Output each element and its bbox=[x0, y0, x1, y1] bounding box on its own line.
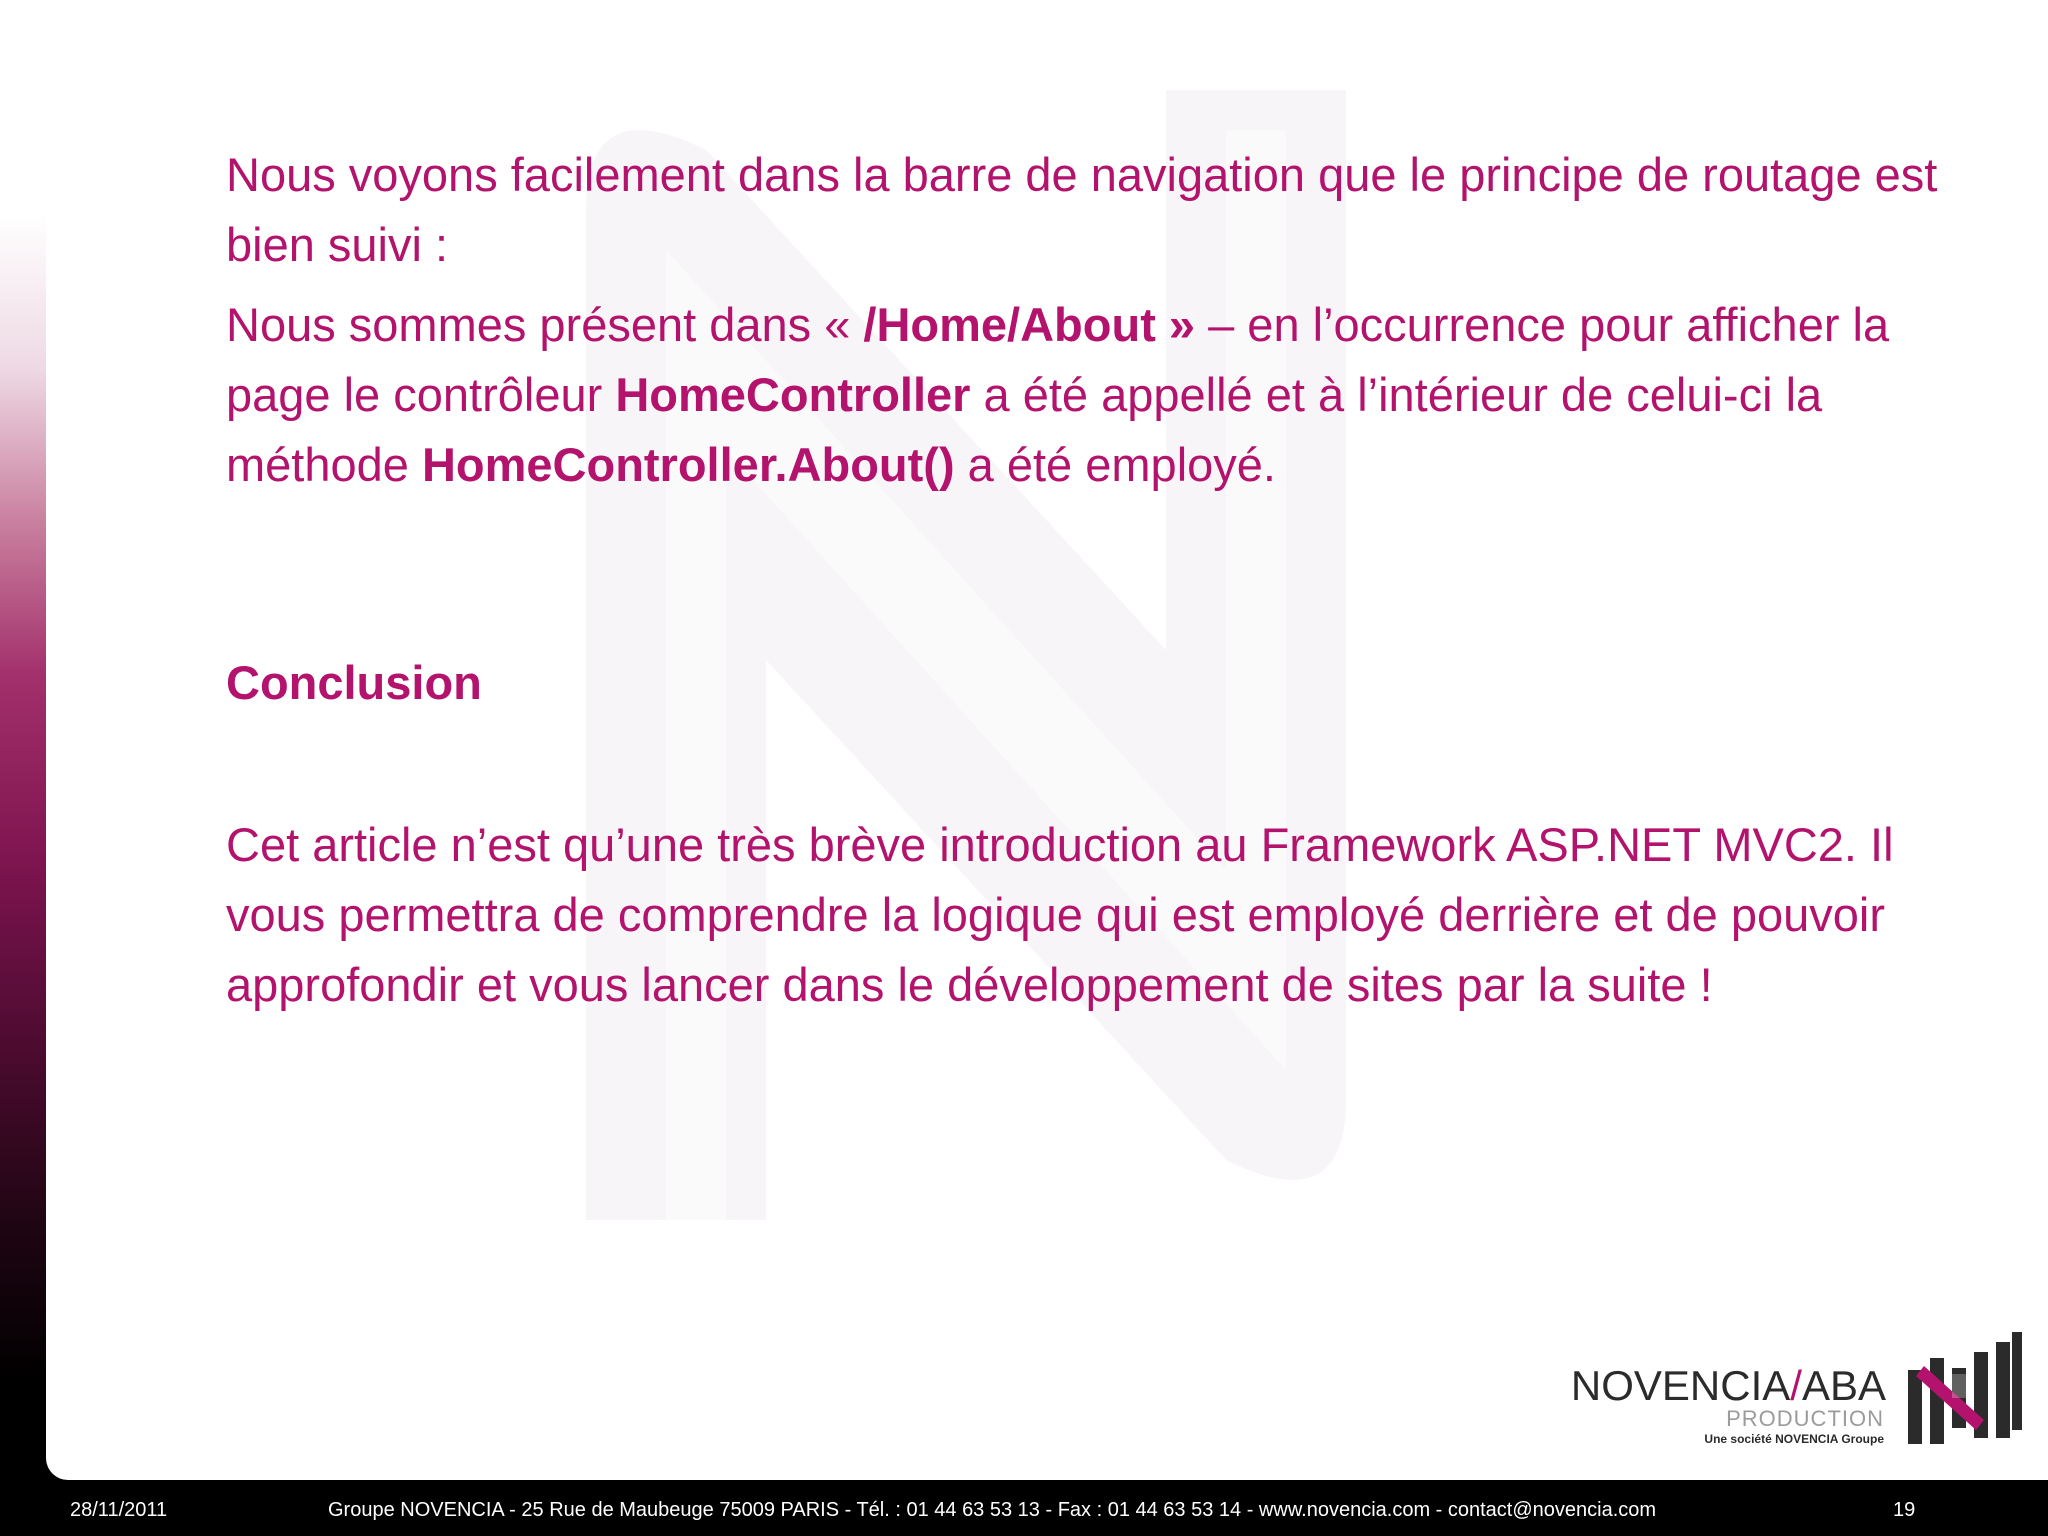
controller-name: HomeController bbox=[615, 368, 971, 421]
slide-body bbox=[226, 140, 1986, 1020]
logo-production: PRODUCTION bbox=[1726, 1406, 1884, 1431]
logo-brand bbox=[1546, 1364, 1886, 1408]
routing-text-2: – en l’occurrence pour afficher la page le contrôleur bbox=[226, 298, 1890, 421]
routing-text-4: a été employé. bbox=[954, 438, 1276, 491]
logo-tagline: Une société NOVENCIA Groupe bbox=[1704, 1432, 1884, 1446]
logo-brand-left: NOVENCIA bbox=[1570, 1362, 1791, 1409]
page-number: 19 bbox=[1893, 1499, 1916, 1521]
route-path: /Home/About » bbox=[863, 298, 1196, 351]
conclusion-paragraph: Cet article n’est qu’une très brève introduction au Framework ASP.NET MVC2. Il vous permettra de comprendre la logique qui est employé derrière et de pouvoir approfondir et vous lancer dans le développement de sites par la suite ! bbox=[226, 818, 1894, 1011]
conclusion-heading: Conclusion bbox=[226, 656, 482, 709]
logo-bars-icon bbox=[1906, 1330, 2024, 1446]
slide-footer bbox=[0, 1488, 2048, 1532]
method-name: HomeController.About() bbox=[421, 438, 955, 491]
footer-address: Groupe NOVENCIA - 25 Rue de Maubeuge 75009 PARIS - Tél. : 01 44 63 53 13 - Fax : 01 44 63 53 14 - www.novencia.com - contact@novencia.com bbox=[328, 1499, 1657, 1521]
logo-wordmark bbox=[1546, 1364, 1886, 1448]
routing-paragraph bbox=[226, 290, 1986, 500]
routing-text-3: a été appellé et à l’intérieur de celui-ci la méthode bbox=[226, 368, 1823, 491]
novencia-aba-logo bbox=[1546, 1322, 2026, 1452]
footer-date: 28/11/2011 bbox=[70, 1499, 168, 1521]
logo-slash: / bbox=[1790, 1362, 1802, 1409]
routing-text-1: Nous sommes présent dans « bbox=[226, 298, 864, 351]
logo-brand-right: ABA bbox=[1801, 1362, 1886, 1409]
slide-canvas bbox=[46, 0, 2048, 1480]
intro-paragraph: Nous voyons facilement dans la barre de navigation que le principe de routage est bien suivi : bbox=[226, 148, 1938, 271]
